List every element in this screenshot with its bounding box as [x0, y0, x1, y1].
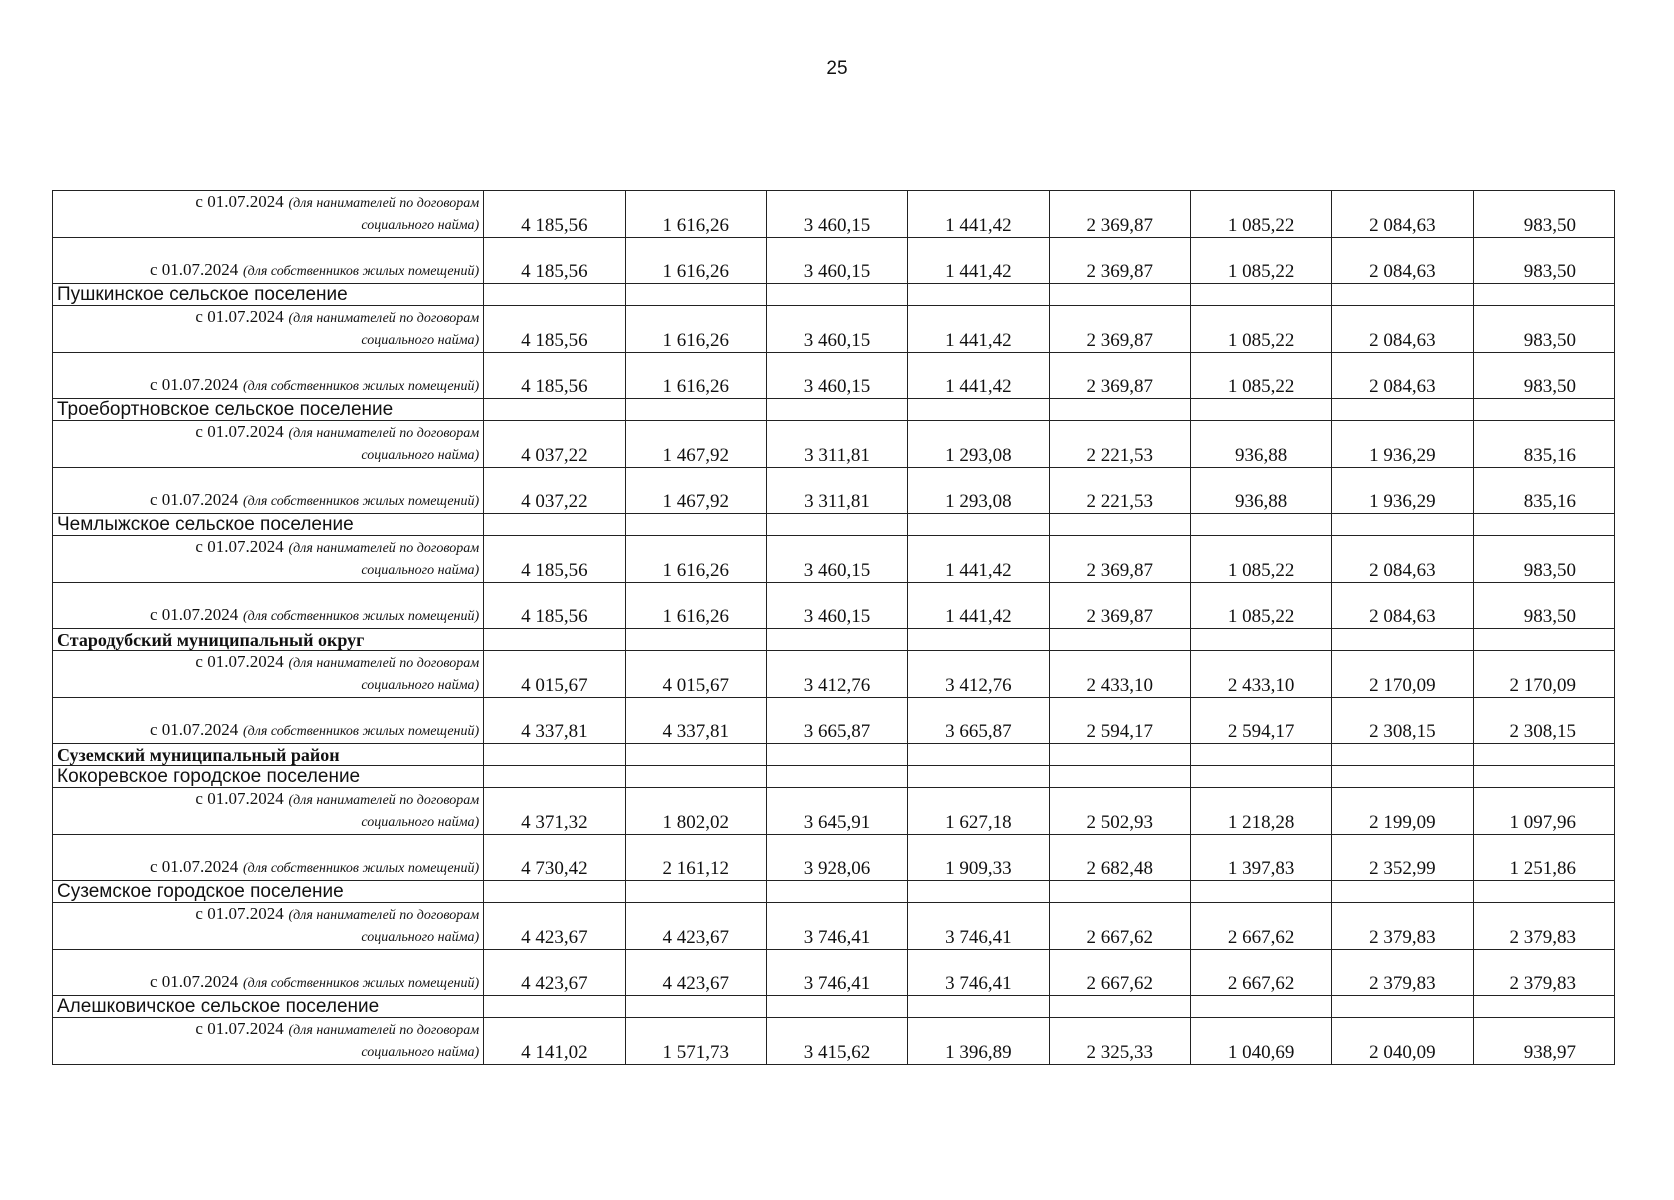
- rate-label-line: [195, 1018, 479, 1039]
- empty-cell: [1332, 744, 1473, 766]
- section-row: [53, 744, 1615, 766]
- empty-cell: [1049, 629, 1190, 651]
- section-row: [53, 284, 1615, 306]
- tariff-value: 1 441,42: [908, 583, 1049, 629]
- tariff-value: 2 379,83: [1332, 950, 1473, 996]
- payer-category: (для нанимателей по договорам: [288, 656, 480, 671]
- tariff-value: 3 746,41: [766, 903, 907, 950]
- tariff-value: 936,88: [1190, 421, 1331, 468]
- settlement-heading: Пушкинское сельское поселение: [53, 284, 484, 306]
- tariff-value: 3 460,15: [766, 306, 907, 353]
- effective-date: с 01.07.2024: [149, 375, 239, 394]
- rate-label: [53, 903, 484, 950]
- rate-label: [53, 788, 484, 835]
- tariff-value: 3 460,15: [766, 353, 907, 399]
- empty-cell: [625, 744, 766, 766]
- empty-cell: [484, 514, 625, 536]
- tariff-value: 2 667,62: [1049, 950, 1190, 996]
- effective-date: с 01.07.2024: [195, 904, 284, 923]
- empty-cell: [625, 629, 766, 651]
- effective-date: с 01.07.2024: [149, 260, 239, 279]
- payer-category: (для нанимателей по договорам: [288, 541, 480, 556]
- tariff-value: 1 909,33: [908, 835, 1049, 881]
- payer-category: (для нанимателей по договорам: [288, 196, 480, 211]
- tariff-value: 1 441,42: [908, 191, 1049, 238]
- empty-cell: [1190, 514, 1331, 536]
- tariff-value: 1 085,22: [1190, 353, 1331, 399]
- tariff-value: 1 396,89: [908, 1018, 1049, 1065]
- tariff-value: 2 667,62: [1049, 903, 1190, 950]
- tariff-value: 2 433,10: [1049, 651, 1190, 698]
- effective-date: с 01.07.2024: [195, 537, 284, 556]
- empty-cell: [1332, 629, 1473, 651]
- tariff-value: 1 936,29: [1332, 468, 1473, 514]
- tariff-value: 1 441,42: [908, 536, 1049, 583]
- tariff-value: 1 085,22: [1190, 536, 1331, 583]
- tariff-value: 4 423,67: [625, 903, 766, 950]
- tariff-value: 4 730,42: [484, 835, 625, 881]
- empty-cell: [908, 514, 1049, 536]
- tariff-value: 4 337,81: [625, 698, 766, 744]
- tariff-value: 835,16: [1473, 421, 1614, 468]
- effective-date: с 01.07.2024: [195, 307, 284, 326]
- tariff-value: 936,88: [1190, 468, 1331, 514]
- empty-cell: [625, 399, 766, 421]
- tariff-table: [52, 190, 1615, 1065]
- rate-label: [53, 421, 484, 468]
- empty-cell: [484, 399, 625, 421]
- tariff-value: 1 616,26: [625, 238, 766, 284]
- empty-cell: [1332, 881, 1473, 903]
- settlement-heading: Чемлыжское сельское поселение: [53, 514, 484, 536]
- tariff-value: 2 369,87: [1049, 238, 1190, 284]
- rate-label: [53, 536, 484, 583]
- payer-category-continued: социального найма): [361, 563, 480, 578]
- tariff-value: 2 667,62: [1190, 950, 1331, 996]
- tariff-value: 2 369,87: [1049, 306, 1190, 353]
- tariff-value: 3 412,76: [766, 651, 907, 698]
- rate-label-line: [150, 719, 479, 740]
- tariff-value: 4 185,56: [484, 583, 625, 629]
- empty-cell: [1190, 284, 1331, 306]
- payer-category-continued: социального найма): [361, 815, 480, 830]
- tariff-value: 4 037,22: [484, 421, 625, 468]
- tariff-value: 2 379,83: [1332, 903, 1473, 950]
- empty-cell: [766, 629, 907, 651]
- tariff-value: 3 928,06: [766, 835, 907, 881]
- tariff-value: 2 594,17: [1190, 698, 1331, 744]
- empty-cell: [484, 766, 625, 788]
- tariff-value: 2 084,63: [1332, 191, 1473, 238]
- tariff-value: 4 337,81: [484, 698, 625, 744]
- rate-label-line: [150, 374, 479, 395]
- tariff-value: 2 667,62: [1190, 903, 1331, 950]
- tariff-value: 3 460,15: [766, 536, 907, 583]
- empty-cell: [1332, 284, 1473, 306]
- empty-cell: [1049, 744, 1190, 766]
- payer-category-continued: социального найма): [361, 678, 480, 693]
- tariff-value: 4 185,56: [484, 191, 625, 238]
- rate-label: [53, 468, 484, 514]
- tariff-value: 1 616,26: [625, 191, 766, 238]
- empty-cell: [484, 629, 625, 651]
- effective-date: с 01.07.2024: [149, 972, 239, 991]
- tariff-value: 2 502,93: [1049, 788, 1190, 835]
- tariff-value: 983,50: [1473, 238, 1614, 284]
- empty-cell: [1473, 766, 1614, 788]
- tariff-value: 2 084,63: [1332, 583, 1473, 629]
- empty-cell: [766, 399, 907, 421]
- tariff-value: 3 746,41: [766, 950, 907, 996]
- rate-label-line: [150, 259, 479, 280]
- empty-cell: [908, 284, 1049, 306]
- tariff-value: 2 433,10: [1190, 651, 1331, 698]
- tariff-value: 2 325,33: [1049, 1018, 1190, 1065]
- tariff-value: 2 369,87: [1049, 583, 1190, 629]
- empty-cell: [1332, 514, 1473, 536]
- payer-category: (для собственников жилых помещений): [243, 976, 480, 991]
- tariff-value: 1 627,18: [908, 788, 1049, 835]
- table-row: [53, 421, 1615, 468]
- tariff-value: 2 084,63: [1332, 238, 1473, 284]
- tariff-value: 835,16: [1473, 468, 1614, 514]
- rate-label-line: [195, 191, 479, 212]
- table-row: [53, 353, 1615, 399]
- table-row: [53, 903, 1615, 950]
- tariff-value: 2 040,09: [1332, 1018, 1473, 1065]
- tariff-value: 1 571,73: [625, 1018, 766, 1065]
- rate-label-line: [195, 306, 479, 327]
- tariff-value: 4 371,32: [484, 788, 625, 835]
- section-row: [53, 514, 1615, 536]
- tariff-value: 2 084,63: [1332, 353, 1473, 399]
- empty-cell: [484, 881, 625, 903]
- rate-label: [53, 191, 484, 238]
- table-row: [53, 238, 1615, 284]
- tariff-value: 983,50: [1473, 536, 1614, 583]
- rate-label: [53, 698, 484, 744]
- payer-category: (для собственников жилых помещений): [243, 264, 480, 279]
- tariff-value: 3 460,15: [766, 191, 907, 238]
- tariff-value: 1 293,08: [908, 421, 1049, 468]
- tariff-value: 3 311,81: [766, 421, 907, 468]
- empty-cell: [484, 284, 625, 306]
- table-row: [53, 788, 1615, 835]
- tariff-value: 4 037,22: [484, 468, 625, 514]
- rate-label-line: [195, 788, 479, 809]
- tariff-value: 1 097,96: [1473, 788, 1614, 835]
- tariff-value: 4 423,67: [484, 950, 625, 996]
- effective-date: с 01.07.2024: [195, 192, 284, 211]
- table-row: [53, 698, 1615, 744]
- effective-date: с 01.07.2024: [149, 490, 239, 509]
- tariff-value: 3 665,87: [908, 698, 1049, 744]
- empty-cell: [908, 629, 1049, 651]
- tariff-value: 1 936,29: [1332, 421, 1473, 468]
- payer-category-continued: социального найма): [361, 448, 480, 463]
- rate-label-line: [195, 651, 479, 672]
- payer-category: (для нанимателей по договорам: [288, 793, 480, 808]
- tariff-value: 2 170,09: [1473, 651, 1614, 698]
- tariff-value: 4 185,56: [484, 306, 625, 353]
- page-number: 25: [826, 58, 848, 79]
- rate-label-line: [150, 604, 479, 625]
- tariff-value: 2 221,53: [1049, 468, 1190, 514]
- empty-cell: [1473, 514, 1614, 536]
- payer-category-continued: социального найма): [361, 333, 480, 348]
- tariff-value: 983,50: [1473, 306, 1614, 353]
- district-heading: Стародубский муниципальный округ: [53, 629, 484, 651]
- tariff-value: 3 746,41: [908, 903, 1049, 950]
- empty-cell: [908, 766, 1049, 788]
- rate-label-line: [150, 856, 479, 877]
- empty-cell: [1332, 399, 1473, 421]
- rate-label: [53, 651, 484, 698]
- tariff-value: 4 185,56: [484, 353, 625, 399]
- empty-cell: [766, 284, 907, 306]
- tariff-value: 2 369,87: [1049, 536, 1190, 583]
- rate-label-line: [195, 536, 479, 557]
- table-row: [53, 950, 1615, 996]
- rate-label: [53, 1018, 484, 1065]
- tariff-value: 2 308,15: [1473, 698, 1614, 744]
- section-row: [53, 399, 1615, 421]
- table-row: [53, 536, 1615, 583]
- tariff-value: 2 084,63: [1332, 306, 1473, 353]
- empty-cell: [1190, 766, 1331, 788]
- tariff-value: 1 467,92: [625, 468, 766, 514]
- tariff-value: 1 085,22: [1190, 191, 1331, 238]
- table-row: [53, 835, 1615, 881]
- payer-category: (для собственников жилых помещений): [243, 379, 480, 394]
- tariff-value: 1 085,22: [1190, 306, 1331, 353]
- empty-cell: [1190, 629, 1331, 651]
- tariff-value: 2 308,15: [1332, 698, 1473, 744]
- payer-category: (для нанимателей по договорам: [288, 426, 480, 441]
- table-row: [53, 583, 1615, 629]
- effective-date: с 01.07.2024: [195, 652, 284, 671]
- empty-cell: [908, 881, 1049, 903]
- table-row: [53, 1018, 1615, 1065]
- tariff-value: 4 185,56: [484, 238, 625, 284]
- table-row: [53, 191, 1615, 238]
- empty-cell: [1049, 399, 1190, 421]
- tariff-value: 1 467,92: [625, 421, 766, 468]
- empty-cell: [1190, 881, 1331, 903]
- section-row: [53, 629, 1615, 651]
- tariff-value: 3 746,41: [908, 950, 1049, 996]
- empty-cell: [766, 881, 907, 903]
- tariff-value: 1 616,26: [625, 353, 766, 399]
- tariff-value: 3 412,76: [908, 651, 1049, 698]
- tariff-value: 2 369,87: [1049, 353, 1190, 399]
- tariff-value: 2 161,12: [625, 835, 766, 881]
- tariff-value: 1 441,42: [908, 353, 1049, 399]
- district-heading: Суземский муниципальный район: [53, 744, 484, 766]
- section-row: [53, 881, 1615, 903]
- empty-cell: [766, 996, 907, 1018]
- empty-cell: [1190, 744, 1331, 766]
- tariff-value: 3 460,15: [766, 238, 907, 284]
- effective-date: с 01.07.2024: [195, 422, 284, 441]
- section-row: [53, 996, 1615, 1018]
- empty-cell: [625, 766, 766, 788]
- empty-cell: [1190, 399, 1331, 421]
- settlement-heading: Суземское городское поселение: [53, 881, 484, 903]
- empty-cell: [908, 399, 1049, 421]
- tariff-value: 3 311,81: [766, 468, 907, 514]
- rate-label: [53, 306, 484, 353]
- effective-date: с 01.07.2024: [149, 605, 239, 624]
- empty-cell: [1332, 996, 1473, 1018]
- payer-category: (для нанимателей по договорам: [288, 311, 480, 326]
- payer-category: (для собственников жилых помещений): [243, 609, 480, 624]
- empty-cell: [766, 514, 907, 536]
- tariff-value: 1 397,83: [1190, 835, 1331, 881]
- empty-cell: [625, 881, 766, 903]
- empty-cell: [1473, 996, 1614, 1018]
- table-row: [53, 651, 1615, 698]
- rate-label: [53, 950, 484, 996]
- empty-cell: [484, 744, 625, 766]
- tariff-value: 2 682,48: [1049, 835, 1190, 881]
- empty-cell: [1049, 881, 1190, 903]
- payer-category-continued: социального найма): [361, 218, 480, 233]
- payer-category-continued: социального найма): [361, 930, 480, 945]
- tariff-value: 3 645,91: [766, 788, 907, 835]
- tariff-value: 1 616,26: [625, 536, 766, 583]
- tariff-value: 3 415,62: [766, 1018, 907, 1065]
- rate-label-line: [195, 903, 479, 924]
- empty-cell: [1473, 284, 1614, 306]
- tariff-value: 2 221,53: [1049, 421, 1190, 468]
- empty-cell: [766, 766, 907, 788]
- empty-cell: [625, 284, 766, 306]
- table-row: [53, 468, 1615, 514]
- rate-label-line: [195, 421, 479, 442]
- section-row: [53, 766, 1615, 788]
- rate-label-line: [150, 971, 479, 992]
- empty-cell: [1049, 514, 1190, 536]
- tariff-value: 2 594,17: [1049, 698, 1190, 744]
- tariff-value: 938,97: [1473, 1018, 1614, 1065]
- tariff-value: 4 423,67: [625, 950, 766, 996]
- tariff-value: 4 015,67: [625, 651, 766, 698]
- tariff-value: 1 802,02: [625, 788, 766, 835]
- tariff-value: 1 085,22: [1190, 583, 1331, 629]
- empty-cell: [625, 996, 766, 1018]
- empty-cell: [1473, 399, 1614, 421]
- tariff-value: 1 616,26: [625, 583, 766, 629]
- tariff-value: 1 040,69: [1190, 1018, 1331, 1065]
- empty-cell: [1473, 744, 1614, 766]
- tariff-value: 4 141,02: [484, 1018, 625, 1065]
- tariff-value: 1 251,86: [1473, 835, 1614, 881]
- rate-label: [53, 238, 484, 284]
- effective-date: с 01.07.2024: [195, 789, 284, 808]
- empty-cell: [1473, 881, 1614, 903]
- rate-label-line: [150, 489, 479, 510]
- effective-date: с 01.07.2024: [149, 720, 239, 739]
- payer-category: (для собственников жилых помещений): [243, 861, 480, 876]
- tariff-value: 2 084,63: [1332, 536, 1473, 583]
- tariff-value: 983,50: [1473, 191, 1614, 238]
- tariff-value: 2 352,99: [1332, 835, 1473, 881]
- payer-category: (для нанимателей по договорам: [288, 908, 480, 923]
- effective-date: с 01.07.2024: [149, 857, 239, 876]
- empty-cell: [1049, 766, 1190, 788]
- empty-cell: [908, 996, 1049, 1018]
- empty-cell: [625, 514, 766, 536]
- tariff-value: 2 379,83: [1473, 950, 1614, 996]
- tariff-value: 1 441,42: [908, 238, 1049, 284]
- empty-cell: [1049, 996, 1190, 1018]
- empty-cell: [1332, 766, 1473, 788]
- settlement-heading: Троебортновское сельское поселение: [53, 399, 484, 421]
- payer-category-continued: социального найма): [361, 1045, 480, 1060]
- tariff-value: 2 369,87: [1049, 191, 1190, 238]
- rate-label: [53, 583, 484, 629]
- tariff-value: 1 218,28: [1190, 788, 1331, 835]
- empty-cell: [1473, 629, 1614, 651]
- rate-label: [53, 353, 484, 399]
- tariff-value: 1 616,26: [625, 306, 766, 353]
- payer-category: (для собственников жилых помещений): [243, 724, 480, 739]
- table-body: [53, 191, 1615, 1065]
- empty-cell: [1190, 996, 1331, 1018]
- tariff-value: 1 085,22: [1190, 238, 1331, 284]
- empty-cell: [908, 744, 1049, 766]
- tariff-value: 2 379,83: [1473, 903, 1614, 950]
- tariff-value: 1 441,42: [908, 306, 1049, 353]
- tariff-value: 983,50: [1473, 583, 1614, 629]
- tariff-value: 2 199,09: [1332, 788, 1473, 835]
- payer-category: (для нанимателей по договорам: [288, 1023, 480, 1038]
- empty-cell: [766, 744, 907, 766]
- settlement-heading: Кокоревское городское поселение: [53, 766, 484, 788]
- tariff-value: 1 293,08: [908, 468, 1049, 514]
- tariff-value: 4 015,67: [484, 651, 625, 698]
- tariff-value: 4 185,56: [484, 536, 625, 583]
- payer-category: (для собственников жилых помещений): [243, 494, 480, 509]
- tariff-value: 983,50: [1473, 353, 1614, 399]
- tariff-value: 4 423,67: [484, 903, 625, 950]
- empty-cell: [484, 996, 625, 1018]
- empty-cell: [1049, 284, 1190, 306]
- settlement-heading: Алешковичское сельское поселение: [53, 996, 484, 1018]
- effective-date: с 01.07.2024: [195, 1019, 284, 1038]
- tariff-value: 2 170,09: [1332, 651, 1473, 698]
- rate-label: [53, 835, 484, 881]
- tariff-value: 3 665,87: [766, 698, 907, 744]
- tariff-value: 3 460,15: [766, 583, 907, 629]
- table-row: [53, 306, 1615, 353]
